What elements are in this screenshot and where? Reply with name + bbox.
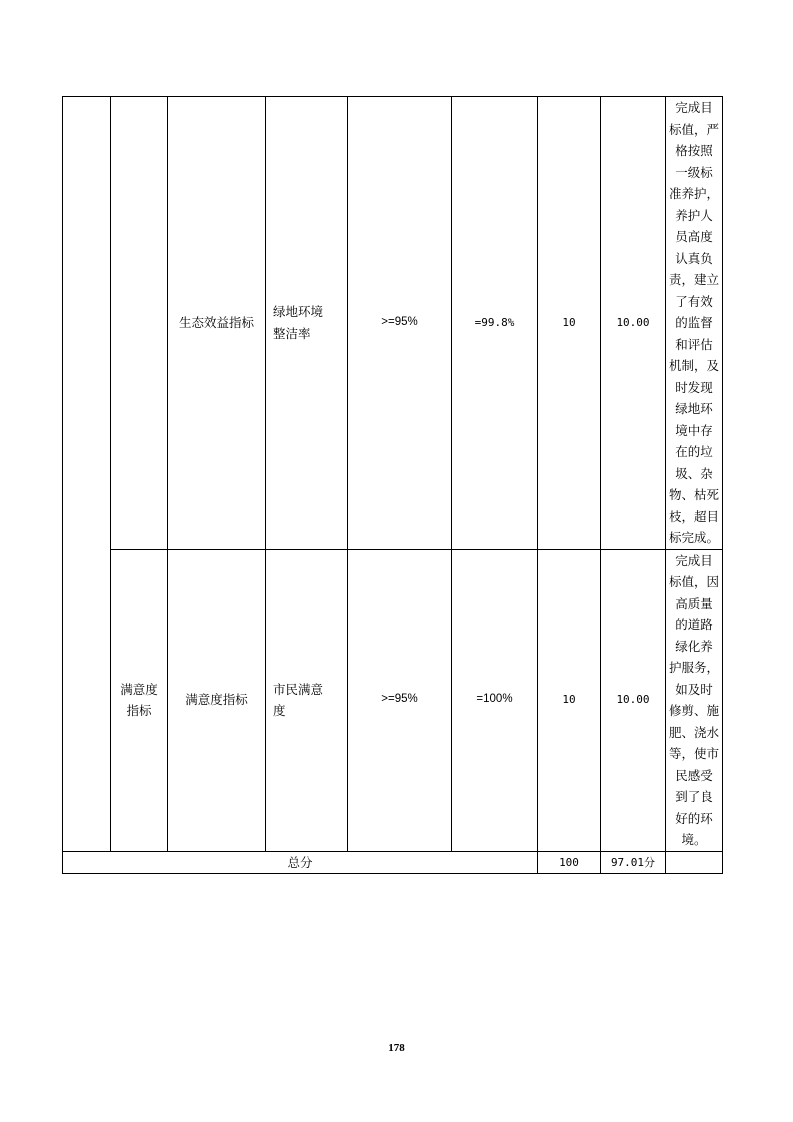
note-line: 在的垃 [675, 444, 713, 459]
weight-cell: 10 [538, 549, 601, 851]
level3-cell: 生态效益指标 [168, 97, 266, 550]
note-line: 修剪、施 [668, 703, 719, 718]
score-cell: 10.00 [601, 549, 666, 851]
note-line: 准养护， [668, 186, 719, 201]
note-line: 标完成。 [668, 530, 719, 545]
level2-cell [111, 549, 168, 851]
note-line: 完成目 [675, 552, 713, 568]
total-note [666, 851, 723, 874]
note-line: 的监督 [675, 315, 713, 330]
note-line: 责，建立 [668, 272, 719, 287]
note-line: 和评估 [675, 336, 713, 352]
note-line: 标值，因 [668, 574, 719, 589]
note-line: 养护人 [675, 207, 713, 223]
note-line: 境。 [681, 832, 707, 847]
performance-table [62, 96, 723, 874]
note-line: 绿地环 [675, 401, 713, 416]
note-line: 境中存 [675, 422, 713, 438]
indicator-line: 度 [273, 703, 286, 718]
target-cell: >=95% [348, 97, 452, 550]
level2-cell [111, 97, 168, 550]
note-line: 圾、杂 [675, 465, 713, 481]
note-line: 完成目 [675, 100, 713, 115]
note-line: 好的环 [675, 810, 713, 826]
note-line: 如及时 [675, 681, 713, 697]
page-number: 178 [388, 1042, 405, 1054]
target-cell: >=95% [348, 549, 452, 851]
note-line: 了有效 [675, 293, 713, 309]
note-line: 的道路 [675, 617, 713, 632]
total-label: 总分 [63, 851, 538, 874]
indicator-line: 绿地环境 [273, 304, 324, 320]
note-cell [666, 97, 723, 550]
note-line: 民感受 [675, 767, 713, 783]
indicator-line: 市民满意 [273, 681, 324, 697]
total-weight: 100 [538, 851, 601, 874]
actual-cell: =100% [452, 549, 538, 851]
table-row-satisfaction [63, 549, 723, 851]
note-line: 员高度 [675, 229, 713, 244]
note-line: 机制，及 [668, 358, 719, 373]
indicator-cell [266, 97, 348, 550]
level3-cell: 满意度指标 [168, 549, 266, 851]
note-line: 格按照 [675, 143, 713, 158]
total-score: 97.01分 [601, 851, 666, 874]
level1-cell [63, 97, 111, 852]
note-line: 绿化养 [675, 638, 713, 654]
note-line: 认真负 [675, 250, 713, 266]
note-line: 肥、浇水 [668, 724, 719, 740]
note-line: 枝，超目 [668, 508, 719, 524]
note-line: 物、枯死 [668, 487, 719, 502]
note-line: 时发现 [675, 379, 713, 395]
table-row-ecological [63, 97, 723, 550]
note-line: 标值，严 [668, 121, 719, 137]
indicator-cell [266, 549, 348, 851]
note-line: 等，使市 [668, 746, 719, 761]
note-line: 一级标 [675, 164, 713, 180]
note-line: 高质量 [675, 595, 713, 611]
indicator-line: 整洁率 [273, 325, 311, 341]
note-line: 护服务， [668, 660, 719, 675]
level2-line: 满意度 [120, 681, 158, 697]
score-cell: 10.00 [601, 97, 666, 550]
note-line: 到了良 [675, 789, 713, 804]
note-cell [666, 549, 723, 851]
actual-cell: =99.8% [452, 97, 538, 550]
level2-line: 指标 [126, 703, 152, 718]
weight-cell: 10 [538, 97, 601, 550]
table-row-total [63, 851, 723, 874]
